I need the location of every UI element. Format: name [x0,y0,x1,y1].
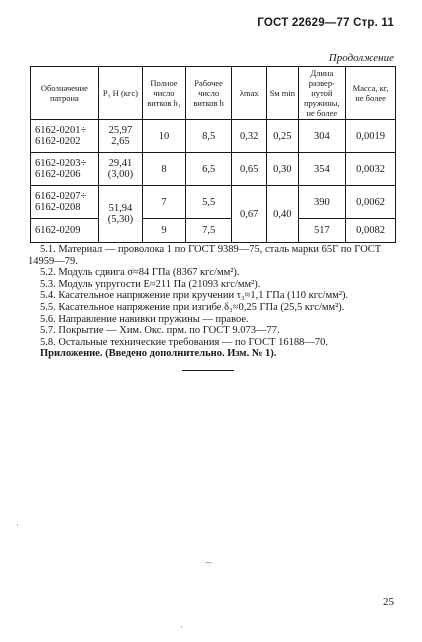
cell-force: 25,97 2,65 [98,120,142,153]
scan-artifact: · [180,622,183,632]
cell-lambda-max: 0,32 [232,120,267,153]
cell-force: 51,94 (5,30) [98,186,142,243]
table-row [31,186,396,219]
cell-working-turns: 6,5 [185,153,231,186]
cell-length: 304 [298,120,346,153]
list-item: 5.3. Модуль упругости E≈211 Па (21093 кгс/мм²). [40,278,261,290]
cell-total-turns: 7 [143,186,186,219]
col-header-force: P₃ H (кгс) [98,67,142,120]
scan-artifact: ⌒ [204,562,214,572]
list-item: 5.2. Модуль сдвига σ≈84 ГПа (8367 кгс/мм²). [40,267,240,279]
cell-total-turns: 9 [143,219,186,243]
cell-designation: 6162-0203÷ 6162-0206 [31,153,99,186]
table-row [31,153,396,186]
list-item: 5.1. Материал — проволока 1 по ГОСТ 9389—75, сталь марки 65Г по ГОСТ 14959—79. [28,244,382,267]
cell-s-min: 0,25 [267,120,298,153]
divider [182,370,234,371]
cell-working-turns: 5,5 [185,186,231,219]
cell-mass: 0,0019 [346,120,396,153]
cell-s-min: 0,30 [267,153,298,186]
cell-force: 29,41 (3,00) [98,153,142,186]
cell-lambda-max: 0,65 [232,153,267,186]
cell-working-turns: 8,5 [185,120,231,153]
cell-mass: 0,0032 [346,153,396,186]
list-item: 5.7. Покрытие — Хим. Окс. прм. по ГОСТ 9.073—77. [40,325,280,337]
cell-mass: 0,0082 [346,219,396,243]
cell-designation: 6162-0201÷ 6162-0202 [31,120,99,153]
cell-total-turns: 10 [143,120,186,153]
col-header-working-turns: Рабочее число витков h [185,67,231,120]
page-header: ГОСТ 22629—77 Стр. 11 [257,17,394,29]
requirements-list [28,244,396,360]
cell-length: 390 [298,186,346,219]
page-number: 25 [383,596,394,608]
cell-mass: 0,0062 [346,186,396,219]
col-header-mass: Масса, кг, не более [346,67,396,120]
col-header-designation: Обозначение патрона [31,67,99,120]
cell-designation: 6162-0209 [31,219,99,243]
table-row [31,120,396,153]
scan-artifact: · [16,520,19,530]
col-header-s-min: Sм min [267,67,298,120]
cell-s-min: 0,40 [267,186,298,243]
col-header-lambda-max: λmax [232,67,267,120]
table-header-row [31,67,396,120]
cell-working-turns: 7,5 [185,219,231,243]
appendix-note: Приложение. (Введено дополнительно. Изм. № 1). [40,348,277,360]
continuation-label: Продолжение [328,52,394,64]
cell-lambda-max: 0,67 [232,186,267,243]
cell-total-turns: 8 [143,153,186,186]
col-header-length: Длина развернутой пружины, не более [298,67,346,120]
list-item: 5.5. Касательное напряжение при изгибе δ₃≈0,25 ГПа (25,5 кгс/мм²). [40,301,345,313]
spring-spec-table [30,66,396,243]
table-row [31,219,396,243]
list-item: 5.8. Остальные технические требования — по ГОСТ 16188—70. [40,336,328,348]
cell-length: 354 [298,153,346,186]
list-item: 5.4. Касательное напряжение при кручении τ₃≈1,1 ГПа (110 кгс/мм²). [40,290,349,302]
col-header-total-turns: Полное число витков h₁ [143,67,186,120]
list-item: 5.6. Направление навивки пружины — правое. [40,313,249,325]
cell-length: 517 [298,219,346,243]
cell-designation: 6162-0207÷ 6162-0208 [31,186,99,219]
